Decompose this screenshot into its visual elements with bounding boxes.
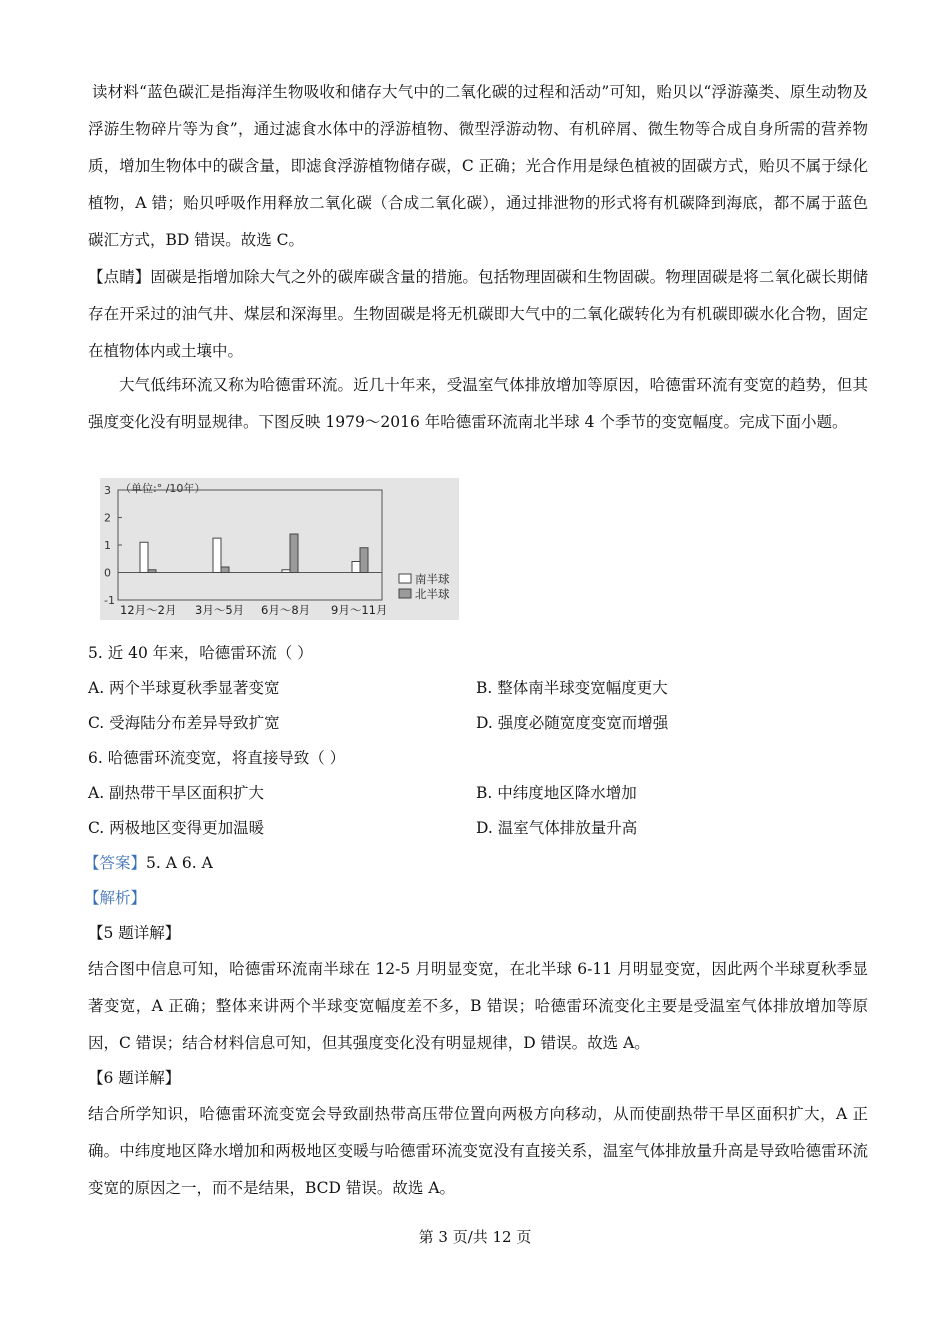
bar-north-hemisphere: [360, 548, 368, 573]
chart-background: [100, 478, 459, 620]
hadley-width-chart: [100, 478, 459, 620]
q6-stem: 6. 哈德雷环流变宽，将直接导致（ ）: [88, 749, 346, 767]
q5-option-d[interactable]: D. 强度必随宽度变宽而增强: [476, 714, 669, 732]
q6-option-b[interactable]: B. 中纬度地区降水增加: [476, 784, 637, 802]
dianjing-text: 固碳是指增加除大气之外的碳库碳含量的措施。包括物理固碳和生物固碳。物理固碳是将二氧化碳长期储存在开采过的油气井、煤层和深海里。生物固碳是将无机碳即大气中的二氧化碳转化为有机碳即碳水化合物，固定在植物体内或土壤中。: [88, 268, 868, 360]
bar-south-hemisphere: [140, 542, 148, 572]
x-tick-label: 6月～8月: [261, 603, 311, 617]
legend-label-south: 南半球: [415, 572, 450, 586]
answer-line: [84, 851, 213, 875]
y-tick-label: -1: [104, 594, 115, 607]
bar-north-hemisphere: [290, 534, 298, 573]
q6-option-d[interactable]: D. 温室气体排放量升高: [476, 819, 638, 837]
chart-svg: [100, 478, 459, 620]
x-tick-label: 9月～11月: [331, 603, 388, 617]
chart-title: （单位:° /10年）: [120, 482, 206, 495]
q6-option-a[interactable]: A. 副热带干旱区面积扩大: [88, 784, 265, 802]
legend-swatch-south: [399, 574, 411, 583]
bar-south-hemisphere: [352, 562, 360, 573]
y-tick-label: 1: [104, 539, 111, 552]
legend-swatch-north: [399, 589, 411, 598]
detail6-text: 结合所学知识，哈德雷环流变宽会导致副热带高压带位置向两极方向移动，从而使副热带干旱区面积扩大，A 正确。中纬度地区降水增加和两极地区变暖与哈德雷环流变宽没有直接关系，温室气体排放量升高是导致哈德雷环流变宽的原因之一，而不是结果，BCD 错误。故选 A。: [88, 1105, 868, 1197]
q5-stem: 5. 近 40 年来，哈德雷环流（ ）: [88, 644, 313, 662]
bar-north-hemisphere: [221, 567, 229, 573]
page-footer: 第 3 页/共 12 页: [418, 1228, 532, 1246]
detail5-label: 【5 题详解】: [88, 924, 181, 942]
y-tick-label: 2: [104, 511, 111, 525]
q6-option-c[interactable]: C. 两极地区变得更加温暖: [88, 819, 265, 837]
bar-south-hemisphere: [213, 538, 221, 572]
bar-north-hemisphere: [148, 570, 156, 573]
answer-label: 【答案】: [84, 854, 147, 872]
bar-south-hemisphere: [282, 570, 290, 573]
dianjing-label: 【点睛】: [88, 268, 151, 286]
q5-option-a[interactable]: A. 两个半球夏秋季显著变宽: [88, 679, 280, 697]
detail5-text: 结合图中信息可知，哈德雷环流南半球在 12-5 月明显变宽，在北半球 6-11 月明显变宽，因此两个半球夏秋季显著变宽，A 正确；整体来讲两个半球变宽幅度差不多，B 错误；哈德雷环流变化主要是受温室气体排放增加等原因，C 错误；结合材料信息可知，但其强度变化没有明显规律，D 错误。故选 A。: [88, 960, 868, 1052]
x-tick-label: 3月～5月: [195, 603, 245, 617]
q5-option-b[interactable]: B. 整体南半球变宽幅度更大: [476, 679, 668, 697]
y-tick-label: 0: [104, 566, 111, 580]
x-tick-label: 12月～2月: [120, 603, 177, 617]
dianjing-paragraph: [88, 259, 868, 370]
answer-text: 5. A 6. A: [146, 854, 213, 872]
q5-option-c[interactable]: C. 受海陆分布差异导致扩宽: [88, 714, 280, 732]
question-intro-paragraph: 大气低纬环流又称为哈德雷环流。近几十年来，受温室气体排放增加等原因，哈德雷环流有变宽的趋势，但其强度变化没有明显规律。下图反映 1979～2016 年哈德雷环流南北半球 4 个季节的变宽幅度。完成下面小题。: [88, 376, 868, 431]
y-tick-label: 3: [104, 484, 111, 497]
detail6-label: 【6 题详解】: [88, 1069, 181, 1087]
analysis-label: 【解析】: [84, 889, 147, 907]
material-analysis-paragraph: 读材料“蓝色碳汇是指海洋生物吸收和储存大气中的二氧化碳的过程和活动”可知，贻贝以“浮游藻类、原生动物及浮游生物碎片等为食”，通过滤食水体中的浮游植物、微型浮游动物、有机碎屑、微生物等合成自身所需的营养物质，增加生物体中的碳含量，即滤食浮游植物储存碳，C 正确；光合作用是绿色植被的固碳方式，贻贝不属于绿化植物，A 错；贻贝呼吸作用释放二氧化碳（合成二氧化碳），通过排泄物的形式将有机碳降到海底，都不属于蓝色碳汇方式，BD 错误。故选 C。: [88, 83, 868, 249]
legend-label-north: 北半球: [415, 587, 450, 601]
